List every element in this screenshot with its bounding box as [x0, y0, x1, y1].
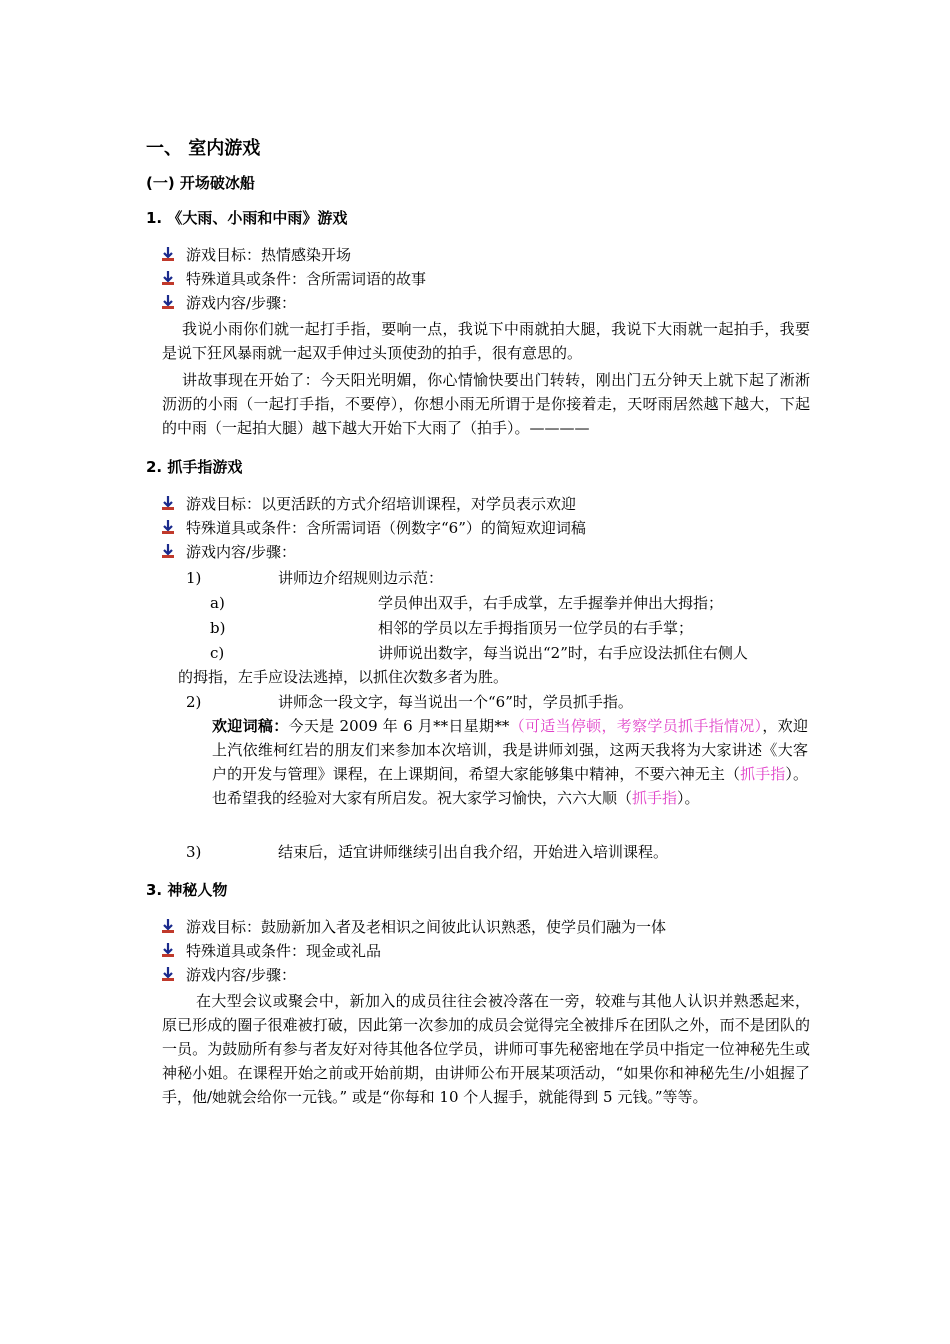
arrow-bullet-icon [160, 543, 176, 559]
welcome-speech [212, 714, 808, 810]
list-item [160, 914, 666, 938]
welcome-label: 欢迎词稿： [212, 717, 289, 735]
list-item [160, 539, 296, 563]
bullet-text: 特殊道具或条件：含所需词语（例数字“6”）的简短欢迎词稿 [186, 518, 586, 537]
subsection-title: (一) 开场破冰船 [146, 174, 255, 192]
arrow-bullet-icon [160, 918, 176, 934]
game3-heading: 3. 神秘人物 [146, 881, 228, 899]
list-item [160, 491, 576, 515]
list-item [160, 242, 351, 266]
bullet-text: 特殊道具或条件：现金或礼品 [186, 941, 382, 960]
step-text: 讲师念一段文字，每当说出一个“6”时，学员抓手指。 [278, 693, 633, 711]
substep-label: a) [210, 594, 225, 612]
arrow-bullet-icon [160, 270, 176, 286]
section-title: 一、 室内游戏 [146, 138, 261, 159]
arrow-bullet-icon [160, 495, 176, 511]
substep-label: b) [210, 619, 226, 637]
bullet-text: 游戏目标：热情感染开场 [186, 245, 352, 264]
welcome-text: ）。 [677, 789, 700, 807]
list-item [160, 290, 296, 314]
step-text: 讲师边介绍规则边示范： [278, 569, 444, 587]
substep-text: 相邻的学员以左手拇指顶另一位学员的右手掌； [378, 619, 694, 637]
bullet-text: 游戏内容/步骤： [186, 965, 297, 984]
substep-text: 讲师说出数字，每当说出“2”时，右手应设法抓住右侧人 [378, 644, 748, 662]
arrow-bullet-icon [160, 246, 176, 262]
welcome-text: 今天是 2009 年 6 月**日星期** [288, 717, 510, 735]
arrow-bullet-icon [160, 294, 176, 310]
welcome-note: 抓手指 [740, 765, 786, 783]
bullet-text: 游戏内容/步骤： [186, 542, 297, 561]
step-number: 2) [186, 693, 202, 711]
game1-paragraph-2: 讲故事现在开始了：今天阳光明媚，你心情愉快要出门转转，刚出门五分钟天上就下起了淅淅沥沥的小雨（一起打手指，不要停），你想小雨无所谓于是你接着走，天呀雨居然越下越大，下起的中雨（一起拍大腿）越下越大开始下大雨了（拍手）。———— [162, 371, 810, 437]
welcome-note: （可适当停顿，考察学员抓手指情况） [509, 717, 763, 735]
substep-text-continued: 的拇指，左手应设法逃掉，以抓住次数多者为胜。 [178, 668, 509, 686]
game1-heading: 1. 《大雨、小雨和中雨》游戏 [146, 209, 348, 227]
substep-label: c) [210, 644, 225, 662]
list-item [160, 938, 381, 962]
list-item [160, 515, 586, 539]
list-item [160, 962, 296, 986]
step-number: 3) [186, 843, 202, 861]
step-text: 结束后，适宜讲师继续引出自我介绍，开始进入培训课程。 [278, 843, 669, 861]
bullet-text: 特殊道具或条件：含所需词语的故事 [186, 269, 427, 288]
step-number: 1) [186, 569, 202, 587]
game2-heading: 2. 抓手指游戏 [146, 458, 243, 476]
bullet-text: 游戏目标：鼓励新加入者及老相识之间彼此认识熟悉，使学员们融为一体 [186, 917, 667, 936]
substep-text: 学员伸出双手，右手成掌，左手握拳并伸出大拇指； [378, 594, 724, 612]
bullet-text: 游戏目标：以更活跃的方式介绍培训课程，对学员表示欢迎 [186, 494, 577, 513]
list-item [160, 266, 426, 290]
welcome-text: ）。也希望我的经验对大家有所启发。祝大家学习愉快，六六大顺（ [212, 765, 808, 807]
game1-paragraph-1: 我说小雨你们就一起打手指，要响一点，我说下中雨就拍大腿，我说下大雨就一起拍手，我要是说下狂风暴雨就一起双手伸过头顶使劲的拍手，很有意思的。 [162, 320, 810, 362]
bullet-text: 游戏内容/步骤： [186, 293, 297, 312]
game3-paragraph: 在大型会议或聚会中，新加入的成员往往会被冷落在一旁，较难与其他人认识并熟悉起来，原已形成的圈子很难被打破，因此第一次参加的成员会觉得完全被排斥在团队之外，而不是团队的一员。为鼓励所有参与者友好对待其他各位学员，讲师可事先秘密地在学员中指定一位神秘先生或神秘小姐。在课程开始之前或开始前期，由讲师公布开展某项活动，“如果你和神秘先生/小姐握了手，他/她就会给你一元钱。” 或是“你每和 10 个人握手，就能得到 5 元钱。”等等。 [162, 992, 810, 1106]
arrow-bullet-icon [160, 519, 176, 535]
welcome-text: ，欢迎上汽依维柯红岩的朋友们来参加本次培训，我是讲师刘强，这两天我将为大家讲述《大客户的开发与管理》课程，在上课期间，希望大家能够集中精神，不要六神无主（ [212, 717, 808, 783]
welcome-note: 抓手指 [632, 789, 678, 807]
arrow-bullet-icon [160, 942, 176, 958]
arrow-bullet-icon [160, 966, 176, 982]
